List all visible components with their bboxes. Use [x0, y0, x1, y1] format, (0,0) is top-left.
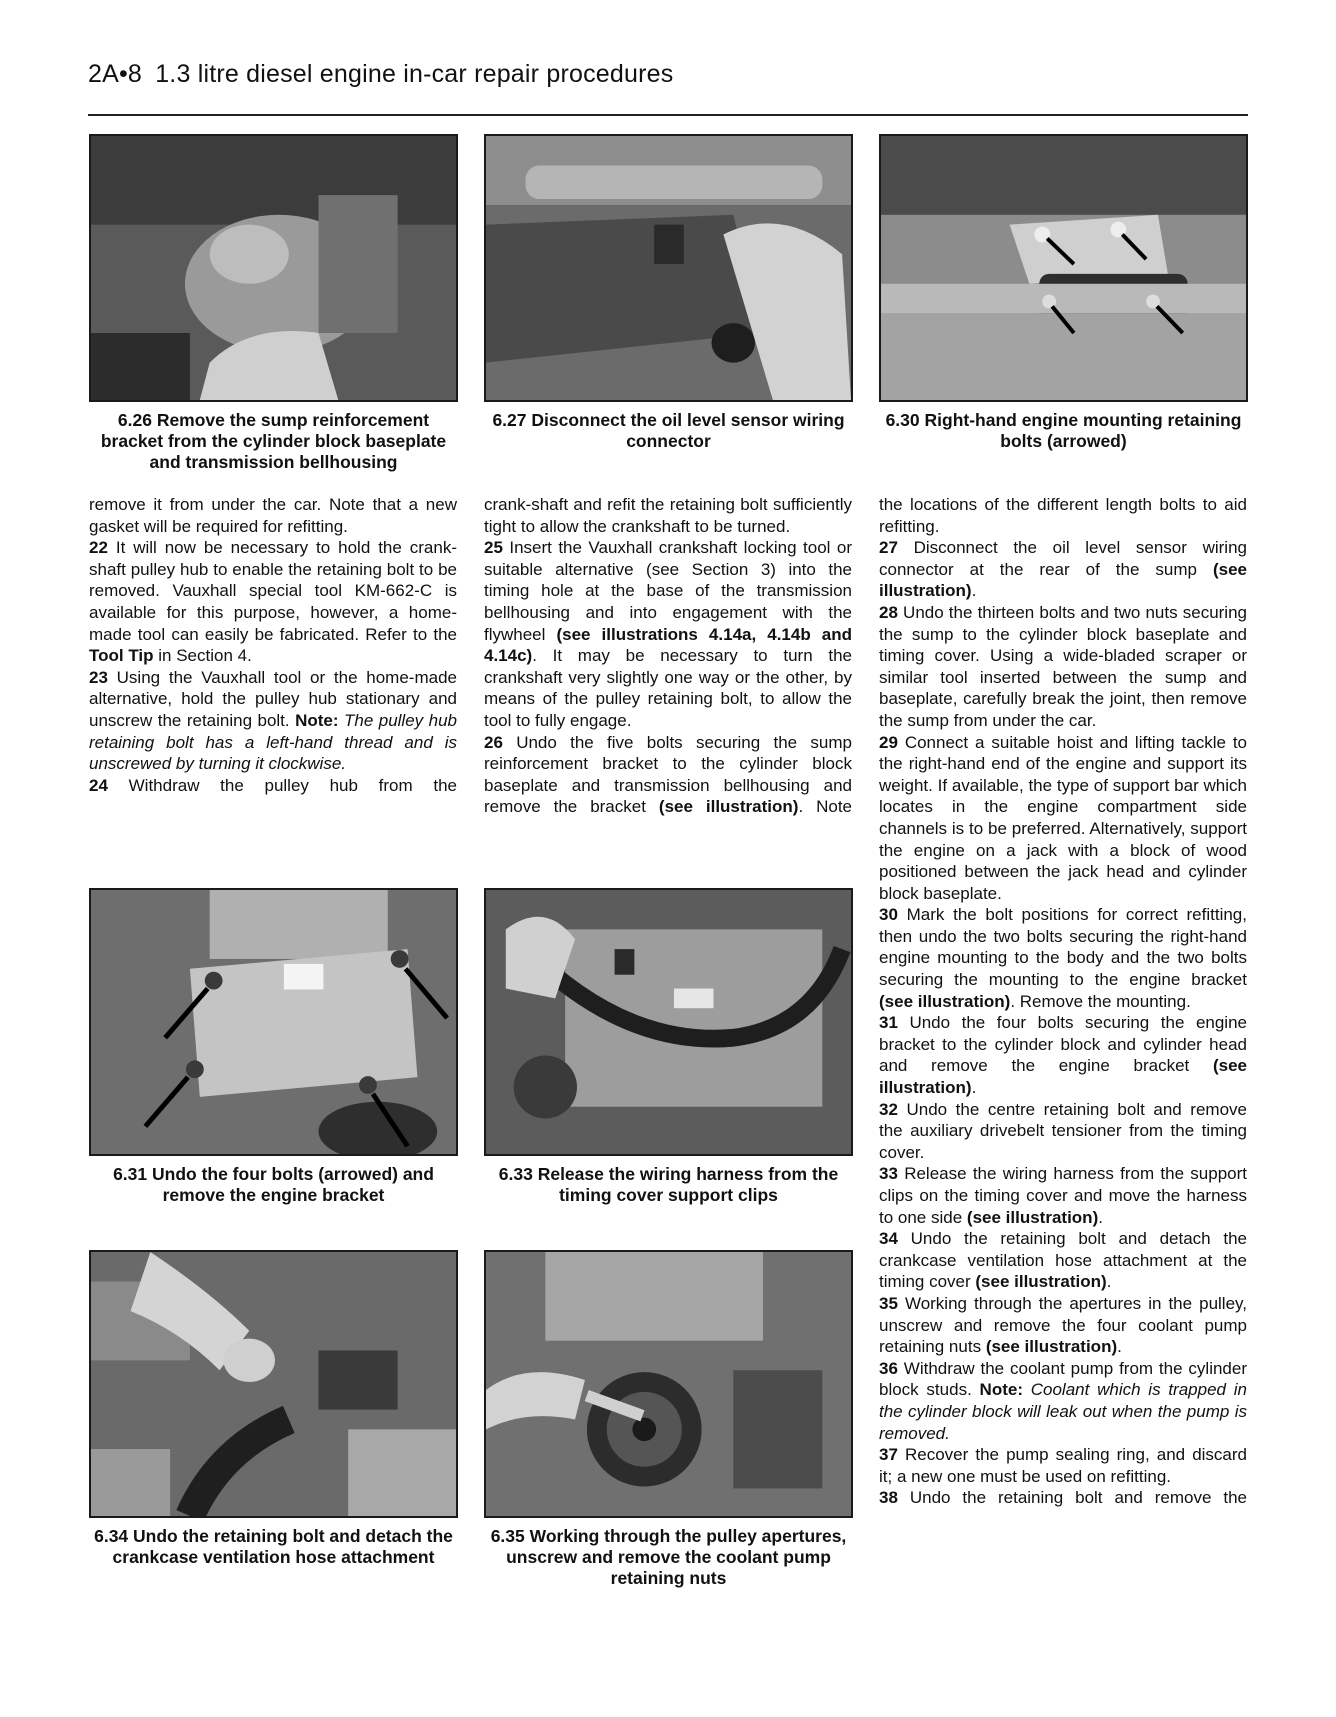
step-35: 35 Working through the apertures in the pulley, unscrew and remove the four coolant pump retaining nuts (see illustration). — [879, 1293, 1247, 1357]
caption-6-35: 6.35 Working through the pulley apertures, unscrew and remove the coolant pump retaining nuts — [490, 1526, 847, 1588]
step-23: 23 Using the Vauxhall tool or the home-made alternative, hold the pulley hub stationary and unscrew the retaining bolt. Note: The pulley hub retaining bolt has a left-hand thread and is unscrewed by turning it clockwise. — [89, 667, 457, 774]
step-36: 36 Withdraw the coolant pump from the cylinder block studs. Note: Coolant which is trapped in the cylinder block will leak out when the pump is removed. — [879, 1358, 1247, 1443]
paragraph: remove it from under the car. Note that a new gasket will be required for refitting. — [89, 495, 457, 536]
caption-6-30: 6.30 Right-hand engine mounting retaining bolts (arrowed) — [885, 410, 1242, 451]
step-24: 24 Withdraw the pulley hub from the — [89, 775, 457, 795]
caption-6-26: 6.26 Remove the sump reinforcement bracket from the cylinder block baseplate and transmission bellhousing — [100, 410, 447, 472]
text-column-2 — [484, 494, 852, 818]
step-26: 26 Undo the five bolts securing the sump reinforcement bracket to the cylinder block baseplate and transmission bellhousing and remove the bracket (see illustration). Note — [484, 732, 853, 817]
step-31: 31 Undo the four bolts securing the engine bracket to the cylinder block and cylinder head and remove the engine bracket (see illustration). — [879, 1013, 1247, 1098]
page-title: 1.3 litre diesel engine in-car repair procedures — [155, 60, 674, 88]
photo-6-26 — [89, 134, 458, 402]
text-column-1 — [89, 494, 457, 796]
step-34: 34 Undo the retaining bolt and detach the crankcase ventilation hose attachment at the timing cover (see illustration). — [879, 1229, 1247, 1292]
step-37: 37 Recover the pump sealing ring, and discard it; a new one must be used on refitting. — [879, 1445, 1247, 1486]
text-column-3 — [879, 494, 1247, 1509]
step-29: 29 Connect a suitable hoist and lifting tackle to the right-hand end of the engine and support its weight. If available, the type of support bar which locates in the engine compartment side channels is to be preferred. Alternatively, support the engine on a jack with a block of wood positioned between the jack head and cylinder block baseplate. — [879, 732, 1247, 903]
page-ref: 2A•8 — [88, 60, 143, 88]
step-28: 28 Undo the thirteen bolts and two nuts securing the sump to the cylinder block baseplate and timing cover. Using a wide-bladed scraper or similar tool inserted between the sump and baseplate, carefully break the joint, then remove the sump from under the car. — [879, 602, 1247, 730]
photo-6-27 — [484, 134, 853, 402]
step-27: 27 Disconnect the oil level sensor wiring connector at the rear of the sump (see illustration). — [879, 538, 1247, 601]
caption-6-34: 6.34 Undo the retaining bolt and detach the crankcase ventilation hose attachment — [94, 1526, 453, 1567]
step-38: 38 Undo the retaining bolt and remove the — [879, 1488, 1247, 1508]
photo-6-35 — [484, 1250, 853, 1518]
step-22: 22 It will now be necessary to hold the crank-shaft pulley hub to enable the retaining bolt to be removed. Vauxhall special tool KM-662-C is available for this purpose, however, a home-made tool can easily be fabricated. Refer to the Tool Tip in Section 4. — [89, 538, 457, 666]
photo-6-30 — [879, 134, 1248, 402]
photo-6-31 — [89, 888, 458, 1156]
caption-6-27: 6.27 Disconnect the oil level sensor wiring connector — [492, 410, 845, 451]
caption-6-33: 6.33 Release the wiring harness from the timing cover support clips — [498, 1164, 839, 1205]
step-25: 25 Insert the Vauxhall crankshaft locking tool or suitable alternative (see Section 3) into the timing hole at the base of the transmission bellhousing and into engagement with the flywheel (see illustrations 4.14a, 4.14b and 4.14c). It may be necessary to turn the crankshaft very slightly one way or the other, by means of the pulley retaining bolt, to allow the tool to fully engage. — [484, 538, 852, 730]
paragraph: the locations of the different length bolts to aid refitting. — [879, 495, 1247, 536]
step-32: 32 Undo the centre retaining bolt and remove the auxiliary drivebelt tensioner from the timing cover. — [879, 1099, 1247, 1162]
photo-6-33 — [484, 888, 853, 1156]
step-30: 30 Mark the bolt positions for correct refitting, then undo the two bolts securing the right-hand engine mounting to the body and the two bolts securing the mounting to the engine bracket (see illustration). Remove the mounting. — [879, 905, 1247, 1011]
photo-6-34 — [89, 1250, 458, 1518]
caption-6-31: 6.31 Undo the four bolts (arrowed) and remove the engine bracket — [113, 1164, 434, 1205]
step-33: 33 Release the wiring harness from the support clips on the timing cover and move the harness to one side (see illustration). — [879, 1164, 1247, 1227]
page-header — [88, 60, 673, 89]
paragraph: crank-shaft and refit the retaining bolt sufficiently tight to allow the crankshaft to be turned. — [484, 495, 852, 536]
header-rule — [88, 114, 1248, 116]
